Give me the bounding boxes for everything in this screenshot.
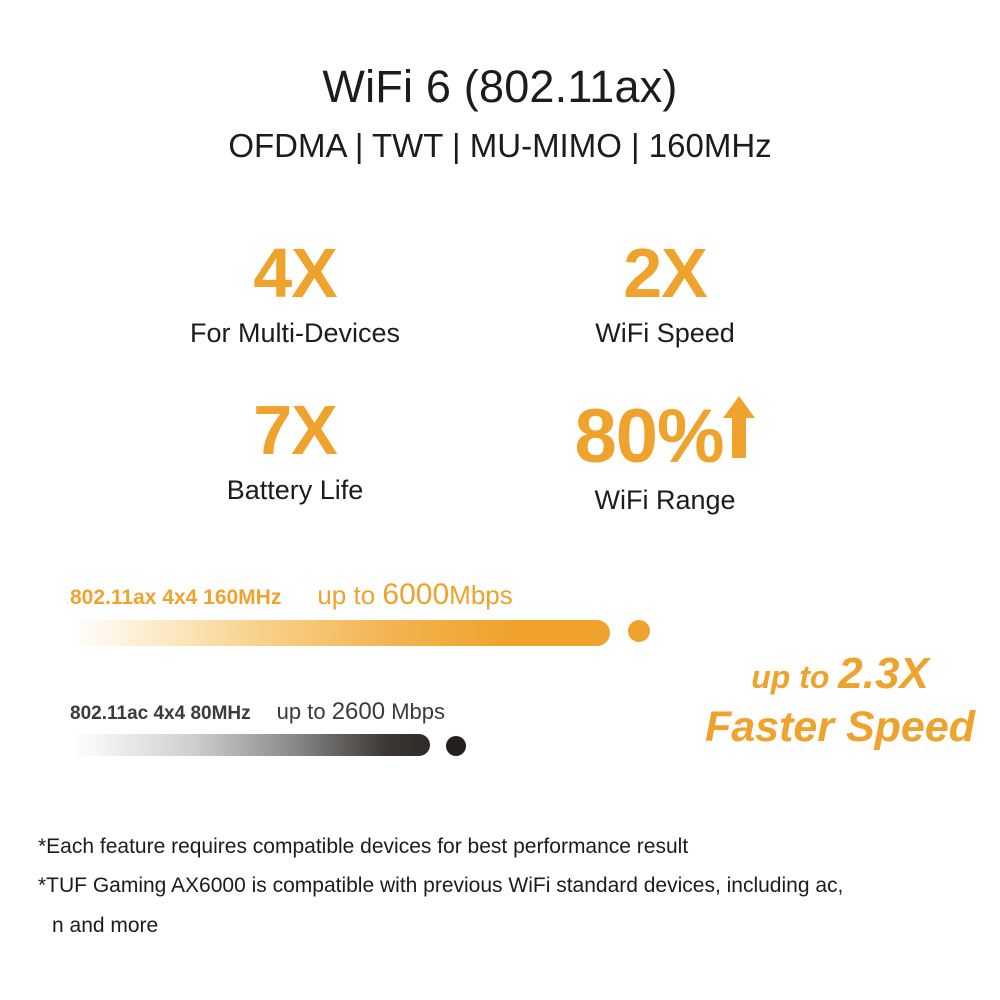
stat-value-wrapper [500, 394, 830, 480]
callout-line-1 [700, 650, 980, 698]
stat-label: For Multi-Devices [189, 318, 401, 348]
bar-spec-label: 802.11ac 4x4 80MHz [70, 703, 251, 724]
stat-battery-life [130, 391, 460, 506]
header [0, 62, 1000, 164]
footnotes [38, 832, 958, 941]
stat-wifi-range [500, 395, 830, 516]
bar-802-11ax [70, 578, 710, 646]
stat-wifi-speed [500, 234, 830, 349]
bar-labels [70, 698, 710, 726]
stats-grid [130, 234, 870, 516]
stat-label: WiFi Range [594, 485, 736, 516]
bar-speed-value: 6000 [382, 578, 450, 611]
bar-endpoint-dot [628, 620, 650, 642]
faster-speed-callout [700, 650, 980, 752]
callout-line-2: Faster Speed [704, 703, 976, 752]
footnote: *Each feature requires compatible devices for best performance result [38, 835, 689, 858]
arrow-up-icon [722, 395, 756, 471]
page-title: WiFi 6 (802.11ax) [322, 61, 678, 112]
bar-track [70, 734, 430, 756]
stats-row-2 [130, 391, 870, 516]
bar-endpoint-dot [446, 736, 466, 756]
bar-spec-label: 802.11ax 4x4 160MHz [70, 586, 282, 609]
bar-speed-label [317, 578, 512, 612]
stat-multi-devices [130, 234, 460, 349]
speed-comparison-chart [70, 578, 710, 756]
stat-value: 2X [623, 234, 707, 312]
footnote-continuation: n and more [52, 913, 159, 937]
bar-speed-unit: Mbps [449, 580, 513, 610]
bar-speed-value: 2600 [331, 698, 386, 725]
bar-speed-prefix: up to [317, 580, 383, 610]
page-subtitle: OFDMA | TWT | MU-MIMO | 160MHz [228, 126, 772, 164]
stat-label: WiFi Speed [595, 318, 735, 348]
stat-value: 80% [574, 394, 724, 480]
stat-value: 7X [253, 391, 337, 470]
stat-value: 4X [253, 234, 337, 312]
stats-row-1 [130, 234, 870, 349]
bar-802-11ac [70, 698, 710, 756]
bar-track [70, 620, 610, 646]
bar-speed-prefix: up to [276, 699, 332, 724]
stat-label: Battery Life [226, 475, 364, 506]
callout-prefix: up to [751, 659, 839, 695]
footnote: *TUF Gaming AX6000 is compatible with previous WiFi standard devices, including ac, [38, 874, 844, 898]
callout-value: 2.3X [838, 649, 929, 698]
bar-speed-label [277, 698, 445, 726]
bar-labels [70, 578, 710, 612]
bar-speed-unit: Mbps [391, 699, 445, 724]
